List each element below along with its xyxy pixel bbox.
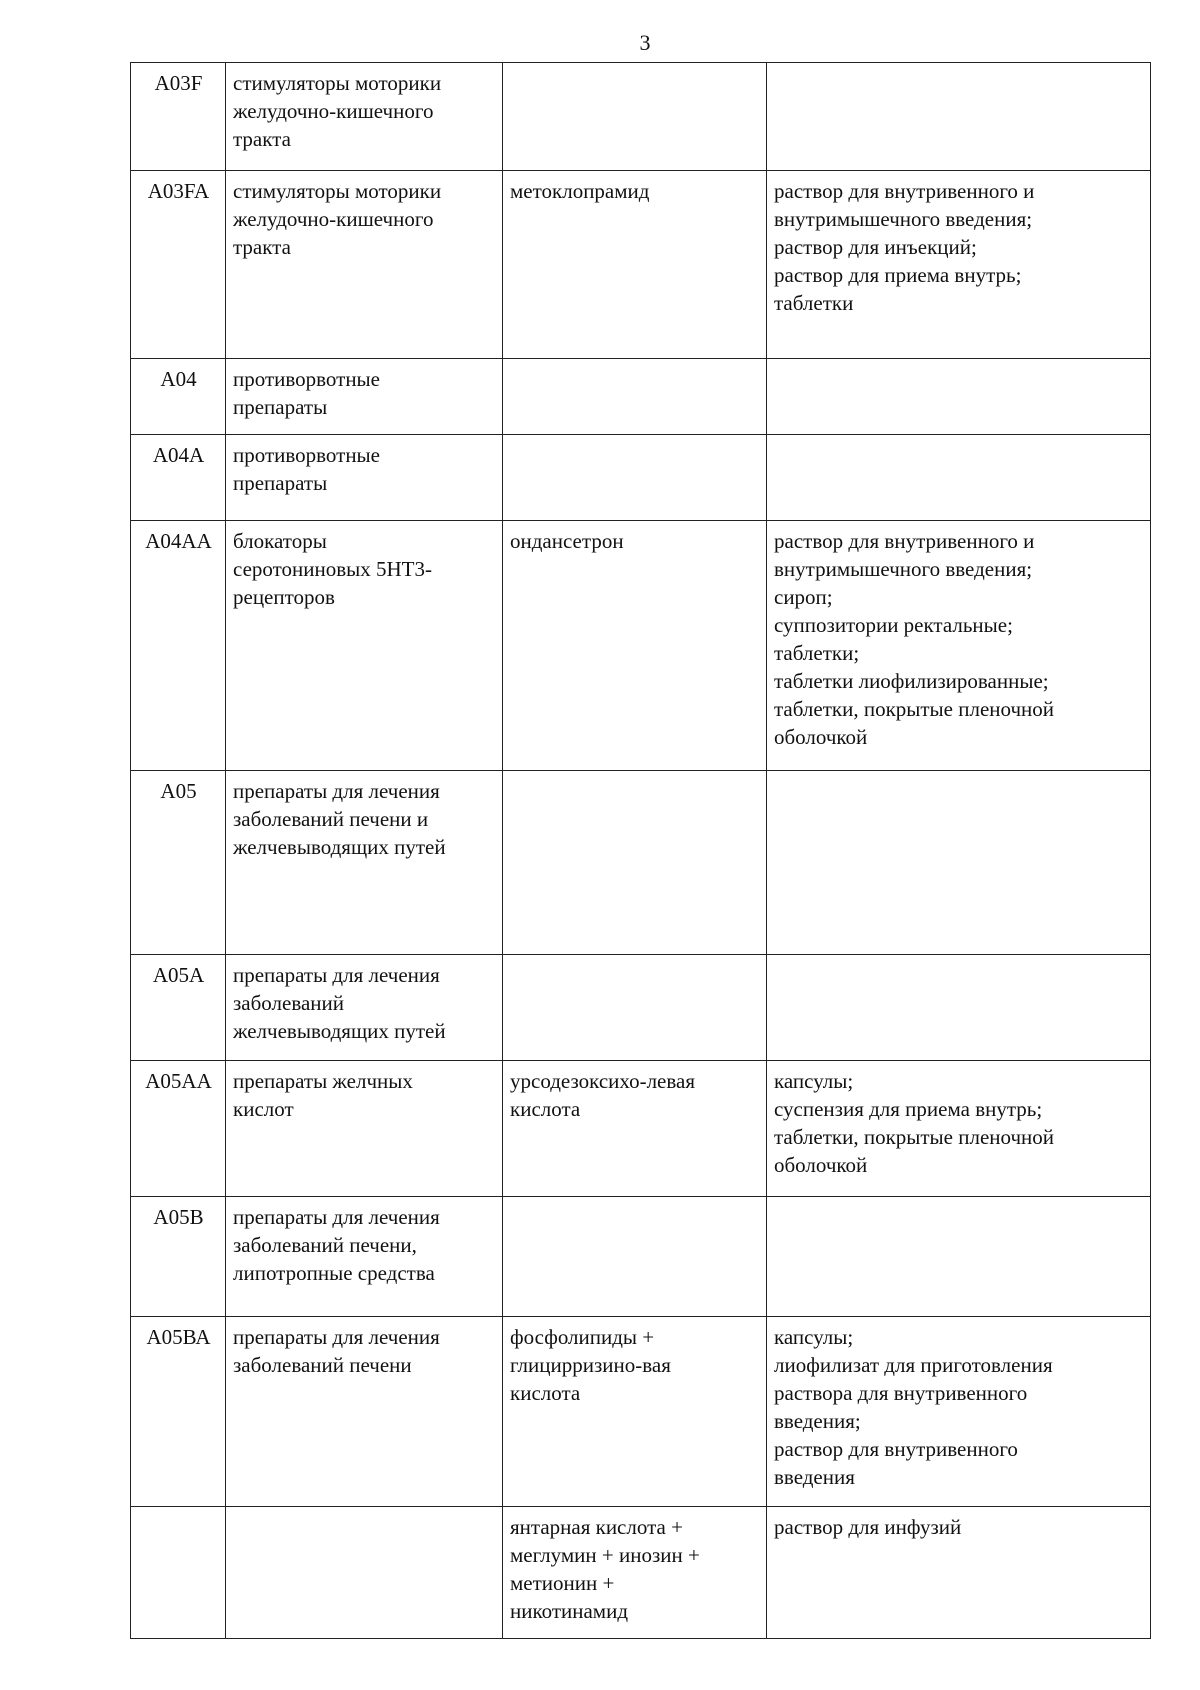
dosage-forms-cell [767, 771, 1151, 955]
group-name-cell [226, 955, 503, 1061]
drug-name-cell [503, 1197, 767, 1317]
group-name-line: желчевыводящих путей [233, 835, 446, 859]
group-name-line: стимуляторы моторики [233, 71, 442, 95]
dosage-forms-line: раствор для внутривенного [774, 1437, 1018, 1461]
group-name-cell [226, 359, 503, 435]
dosage-forms-line: сироп; [774, 585, 833, 609]
drug-name-cell [503, 171, 767, 359]
group-name-line: препараты для лечения [233, 1325, 440, 1349]
table-row [131, 63, 1151, 171]
drug-name-cell [503, 1061, 767, 1197]
group-name-cell [226, 1317, 503, 1507]
dosage-forms-cell [767, 63, 1151, 171]
dosage-forms-line: таблетки, покрытые пленочной [774, 1125, 1055, 1149]
group-name-line: липотропные средства [233, 1261, 435, 1285]
dosage-forms-line: таблетки [774, 291, 854, 315]
atc-code-cell: А04А [131, 435, 226, 521]
drug-name-cell [503, 521, 767, 771]
table-row [131, 171, 1151, 359]
group-name-cell [226, 63, 503, 171]
dosage-forms-line: капсулы; [774, 1325, 854, 1349]
page-number: 3 [639, 30, 651, 55]
table-row [131, 955, 1151, 1061]
group-name-line: противорвотные [233, 443, 380, 467]
group-name-line: заболеваний печени, [233, 1233, 417, 1257]
dosage-forms-line: оболочкой [774, 725, 868, 749]
group-name-cell [226, 435, 503, 521]
drug-table [130, 62, 1151, 1639]
drug-name-line: фосфолипиды + [510, 1325, 655, 1349]
table-row [131, 359, 1151, 435]
dosage-forms-line: внутримышечного введения; [774, 557, 1033, 581]
drug-name-line: глицирризино-вая [510, 1353, 671, 1377]
drug-name-line: метионин + [510, 1571, 615, 1595]
group-name-line: блокаторы [233, 529, 327, 553]
dosage-forms-line: оболочкой [774, 1153, 868, 1177]
drug-name-line: никотинамид [510, 1599, 629, 1623]
group-name-line: заболеваний [233, 991, 344, 1015]
drug-name-cell [503, 1507, 767, 1639]
group-name-line: рецепторов [233, 585, 335, 609]
group-name-line: желудочно-кишечного [233, 207, 434, 231]
table-row [131, 521, 1151, 771]
group-name-cell [226, 1507, 503, 1639]
atc-code-cell: А05А [131, 955, 226, 1061]
drug-name-line: метоклопрамид [510, 179, 650, 203]
group-name-line: препараты для лечения [233, 1205, 440, 1229]
group-name-line: желудочно-кишечного [233, 99, 434, 123]
table-row [131, 1317, 1151, 1507]
dosage-forms-line: таблетки лиофилизированные; [774, 669, 1049, 693]
atc-code-cell: А05АА [131, 1061, 226, 1197]
group-name-line: заболеваний печени [233, 1353, 412, 1377]
drug-name-line: меглумин + инозин + [510, 1543, 700, 1567]
atc-code-cell: А05ВА [131, 1317, 226, 1507]
group-name-cell [226, 521, 503, 771]
dosage-forms-line: раствор для внутривенного и [774, 529, 1035, 553]
group-name-line: противорвотные [233, 367, 380, 391]
group-name-line: тракта [233, 127, 291, 151]
drug-name-line: кислота [510, 1381, 581, 1405]
atc-code-cell: А05 [131, 771, 226, 955]
group-name-cell [226, 171, 503, 359]
drug-name-line: кислота [510, 1097, 581, 1121]
drug-name-line: ондансетрон [510, 529, 624, 553]
dosage-forms-cell [767, 955, 1151, 1061]
group-name-cell [226, 1061, 503, 1197]
group-name-line: серотониновых 5НТ3- [233, 557, 432, 581]
group-name-line: препараты желчных [233, 1069, 413, 1093]
atc-code-cell: А04 [131, 359, 226, 435]
drug-name-cell [503, 359, 767, 435]
group-name-cell [226, 1197, 503, 1317]
group-name-line: препараты [233, 471, 328, 495]
dosage-forms-line: раствор для инфузий [774, 1515, 962, 1539]
group-name-line: препараты для лечения [233, 779, 440, 803]
drug-name-cell [503, 1317, 767, 1507]
dosage-forms-line: суспензия для приема внутрь; [774, 1097, 1043, 1121]
table-row [131, 1507, 1151, 1639]
group-name-line: заболеваний печени и [233, 807, 429, 831]
dosage-forms-cell [767, 521, 1151, 771]
drug-name-cell [503, 771, 767, 955]
dosage-forms-cell [767, 1061, 1151, 1197]
dosage-forms-cell [767, 1507, 1151, 1639]
dosage-forms-cell [767, 171, 1151, 359]
group-name-line: желчевыводящих путей [233, 1019, 446, 1043]
dosage-forms-line: раствор для инъекций; [774, 235, 977, 259]
table-row [131, 435, 1151, 521]
dosage-forms-line: внутримышечного введения; [774, 207, 1033, 231]
dosage-forms-line: раствор для внутривенного и [774, 179, 1035, 203]
dosage-forms-cell [767, 1317, 1151, 1507]
dosage-forms-line: введения; [774, 1409, 861, 1433]
group-name-line: препараты для лечения [233, 963, 440, 987]
group-name-line: тракта [233, 235, 291, 259]
dosage-forms-line: введения [774, 1465, 855, 1489]
atc-code-cell: А03FA [131, 171, 226, 359]
dosage-forms-line: суппозитории ректальные; [774, 613, 1013, 637]
dosage-forms-line: лиофилизат для приготовления [774, 1353, 1053, 1377]
atc-code-cell: А05В [131, 1197, 226, 1317]
table-row [131, 1061, 1151, 1197]
dosage-forms-line: таблетки, покрытые пленочной [774, 697, 1055, 721]
group-name-line: кислот [233, 1097, 294, 1121]
dosage-forms-cell [767, 1197, 1151, 1317]
drug-name-line: урсодезоксихо-левая [510, 1069, 696, 1093]
dosage-forms-line: таблетки; [774, 641, 860, 665]
group-name-line: препараты [233, 395, 328, 419]
dosage-forms-line: капсулы; [774, 1069, 854, 1093]
atc-code-cell [131, 1507, 226, 1639]
atc-code-cell: А03F [131, 63, 226, 171]
dosage-forms-cell [767, 435, 1151, 521]
drug-name-cell [503, 435, 767, 521]
dosage-forms-line: раствора для внутривенного [774, 1381, 1028, 1405]
atc-code-cell: А04АА [131, 521, 226, 771]
group-name-line: стимуляторы моторики [233, 179, 442, 203]
drug-name-line: янтарная кислота + [510, 1515, 683, 1539]
drug-name-cell [503, 63, 767, 171]
group-name-cell [226, 771, 503, 955]
table-row [131, 1197, 1151, 1317]
dosage-forms-line: раствор для приема внутрь; [774, 263, 1022, 287]
table-row [131, 771, 1151, 955]
dosage-forms-cell [767, 359, 1151, 435]
drug-name-cell [503, 955, 767, 1061]
